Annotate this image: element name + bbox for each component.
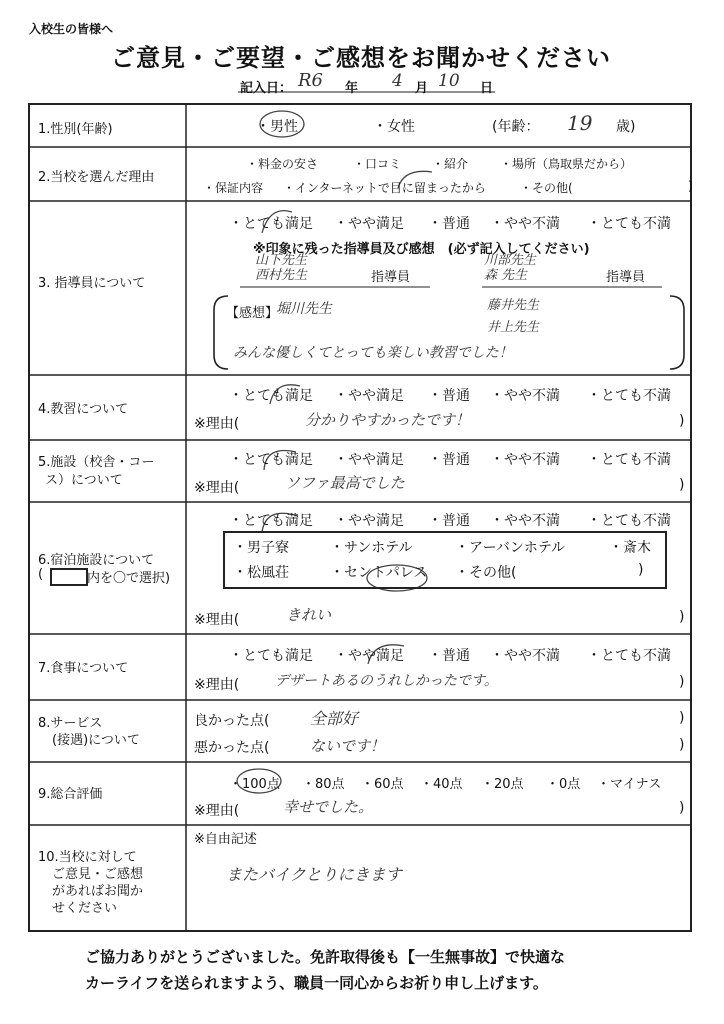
- s6-rating-satisfied[interactable]: ・やや満足: [334, 513, 404, 529]
- s5-rating-satisfied[interactable]: ・やや満足: [334, 452, 404, 468]
- label-box-icon: [50, 568, 88, 586]
- s6-rating-very-satisfied[interactable]: ・とても満足: [229, 513, 313, 529]
- s8-bad-label: 悪かった点(: [194, 740, 270, 756]
- reason-location[interactable]: ・場所（鳥取県だから）: [500, 157, 633, 171]
- s5-reason-text[interactable]: ソファ最高でした: [285, 474, 405, 492]
- reason-word-of-mouth[interactable]: ・口コミ: [353, 157, 402, 171]
- section9-label: 9.総合評価: [38, 787, 103, 802]
- date-month[interactable]: 4: [392, 71, 403, 91]
- date-day[interactable]: 10: [438, 71, 460, 91]
- s5-rating-very-dissatisfied[interactable]: ・とても不満: [587, 452, 671, 468]
- section5-label-2: ス）について: [45, 473, 123, 488]
- s4-reason-close: ): [679, 413, 685, 429]
- instructor-right-2[interactable]: 森 先生: [484, 268, 528, 283]
- impression-extra-2[interactable]: 井上先生: [487, 320, 540, 335]
- free-comment-label: ※自由記述: [194, 832, 257, 847]
- score-minus[interactable]: ・マイナス: [597, 777, 662, 792]
- free-comment-text[interactable]: またバイクとりにきます: [226, 865, 402, 884]
- section8-label-2: (接遇)について: [52, 733, 140, 748]
- section10-label-2: ご意見・ご感想: [52, 867, 144, 882]
- reason-other[interactable]: ・その他(: [520, 181, 573, 195]
- date-label: 記入日：: [240, 81, 293, 96]
- reason-referral[interactable]: ・紹介: [432, 157, 469, 171]
- s9-reason-text[interactable]: 幸せでした。: [283, 798, 374, 816]
- section3-label: 3. 指導員について: [38, 276, 146, 291]
- s6-rating-neutral[interactable]: ・普通: [428, 513, 470, 529]
- instructor-right-suffix: 指導員: [606, 270, 646, 285]
- hotel-urban[interactable]: ・アーバンホテル: [455, 540, 566, 556]
- s5-reason-close: ): [679, 477, 685, 493]
- section1-label: 1.性別(年齢): [38, 122, 113, 137]
- s6-reason-close: ): [679, 609, 685, 625]
- s5-rating-neutral[interactable]: ・普通: [428, 452, 470, 468]
- section6-label-2b: 内を〇で選択): [87, 571, 171, 586]
- s9-reason-close: ): [679, 800, 685, 816]
- s6-reason-label: ※理由(: [194, 612, 240, 628]
- age-label: (年齢：: [492, 119, 540, 135]
- instructor-left-suffix: 指導員: [371, 270, 411, 285]
- s5-reason-label: ※理由(: [194, 480, 240, 496]
- date-year-unit: 年: [345, 81, 359, 96]
- s8-good-close: ): [679, 710, 685, 726]
- section5-label-1: 5.施設（校舎・コー: [38, 455, 155, 470]
- s4-rating-very-dissatisfied[interactable]: ・とても不満: [587, 388, 671, 404]
- section4-label: 4.教習について: [38, 402, 129, 417]
- date-day-unit: 日: [480, 81, 494, 96]
- s8-good-text[interactable]: 全部好: [310, 709, 359, 728]
- s5-rating-dissatisfied[interactable]: ・やや不満: [490, 452, 560, 468]
- reason-other-close: ): [688, 179, 693, 193]
- section6-label-2a: (: [38, 567, 44, 582]
- s6-rating-dissatisfied[interactable]: ・やや不満: [490, 513, 560, 529]
- s8-good-label: 良かった点(: [194, 713, 270, 729]
- s5-rating-very-satisfied[interactable]: ・とても満足: [229, 452, 313, 468]
- option-female[interactable]: ・女性: [373, 119, 415, 135]
- age-unit: 歳): [616, 119, 636, 135]
- s3-rating-very-dissatisfied[interactable]: ・とても不満: [587, 216, 671, 232]
- hotel-shofuso[interactable]: ・松風荘: [233, 565, 289, 581]
- score-20[interactable]: ・20点: [481, 777, 524, 792]
- instructor-right-1[interactable]: 川部先生: [484, 253, 537, 268]
- section8-label-1: 8.サービス: [38, 716, 103, 731]
- score-80[interactable]: ・80点: [302, 777, 345, 792]
- s7-rating-satisfied[interactable]: ・やや満足: [334, 648, 404, 664]
- score-40[interactable]: ・40点: [420, 777, 463, 792]
- instructor-note: ※印象に残った指導員及び感想 (必ず記入してください): [253, 242, 590, 257]
- reason-price[interactable]: ・料金の安さ: [246, 157, 319, 171]
- s7-reason-label: ※理由(: [194, 677, 240, 693]
- section10-label-1: 10.当校に対して: [38, 850, 137, 865]
- s7-rating-dissatisfied[interactable]: ・やや不満: [490, 648, 560, 664]
- date-month-unit: 月: [415, 81, 429, 96]
- reason-warranty[interactable]: ・保証内容: [203, 181, 264, 195]
- impression-extra-1[interactable]: 藤井先生: [487, 298, 540, 313]
- s3-rating-satisfied[interactable]: ・やや満足: [334, 216, 404, 232]
- reason-internet[interactable]: ・インターネットで目に留まったから: [283, 181, 486, 195]
- s3-rating-dissatisfied[interactable]: ・やや不満: [490, 216, 560, 232]
- s6-rating-very-dissatisfied[interactable]: ・とても不満: [587, 513, 671, 529]
- s7-reason-close: ): [679, 674, 685, 690]
- s6-reason-text[interactable]: きれい: [286, 606, 332, 624]
- hotel-saiki[interactable]: ・斎木: [609, 540, 651, 556]
- score-100[interactable]: ・100点: [229, 777, 280, 792]
- hotel-choice-box: [223, 531, 667, 589]
- instructor-left-2[interactable]: 西村先生: [255, 268, 308, 283]
- s4-reason-text[interactable]: 分かりやすかったです！: [305, 411, 471, 429]
- section10-label-3: があればお聞か: [52, 884, 144, 899]
- s9-reason-label: ※理由(: [194, 803, 240, 819]
- score-60[interactable]: ・60点: [361, 777, 404, 792]
- page-title: ご意見・ご要望・ご感想をお聞かせください: [111, 44, 611, 72]
- hotel-dorm[interactable]: ・男子寮: [233, 540, 289, 556]
- s4-rating-dissatisfied[interactable]: ・やや不満: [490, 388, 560, 404]
- section2-label: 2.当校を選んだ理由: [38, 170, 155, 185]
- impression-text[interactable]: みんな優しくてとっても楽しい教習でした！: [233, 345, 513, 361]
- section10-label-4: せください: [52, 901, 118, 916]
- s7-rating-neutral[interactable]: ・普通: [428, 648, 470, 664]
- hotel-saint-palace[interactable]: ・セントパレス: [330, 565, 428, 581]
- s8-bad-close: ): [679, 737, 685, 753]
- s7-rating-very-satisfied[interactable]: ・とても満足: [229, 648, 313, 664]
- s4-reason-label: ※理由(: [194, 416, 240, 432]
- score-0[interactable]: ・0点: [546, 777, 581, 792]
- s3-rating-neutral[interactable]: ・普通: [428, 216, 470, 232]
- impression-label: 【感想】: [226, 306, 279, 321]
- footer-line-2: カーライフを送られますよう、職員一同心からお祈り申し上げます。: [85, 974, 548, 992]
- option-male[interactable]: ・男性: [256, 119, 298, 135]
- s7-reason-text[interactable]: デザートあるのうれしかったです。: [275, 673, 498, 689]
- hotel-sun[interactable]: ・サンホテル: [330, 540, 413, 556]
- s3-rating-very-satisfied[interactable]: ・とても満足: [229, 216, 313, 232]
- s7-rating-very-dissatisfied[interactable]: ・とても不満: [587, 648, 671, 664]
- section7-label: 7.食事について: [38, 661, 129, 676]
- footer-line-1: ご協力ありがとうございました。免許取得後も【一生無事故】で快適な: [85, 948, 566, 966]
- s4-rating-satisfied[interactable]: ・やや満足: [334, 388, 404, 404]
- date-era[interactable]: R6: [298, 70, 324, 91]
- s4-rating-very-satisfied[interactable]: ・とても満足: [229, 388, 313, 404]
- hotel-other[interactable]: ・その他(: [455, 565, 517, 581]
- hotel-other-close: ): [638, 562, 644, 578]
- section6-label-1: 6.宿泊施設について: [38, 553, 155, 568]
- greeting: 入校生の皆様へ: [29, 22, 114, 36]
- age-value[interactable]: 19: [567, 111, 593, 135]
- impression-instructor[interactable]: 堀川先生: [276, 301, 332, 317]
- instructor-left-1[interactable]: 山下先生: [255, 253, 308, 268]
- s4-rating-neutral[interactable]: ・普通: [428, 388, 470, 404]
- s8-bad-text[interactable]: ないです！: [310, 737, 386, 755]
